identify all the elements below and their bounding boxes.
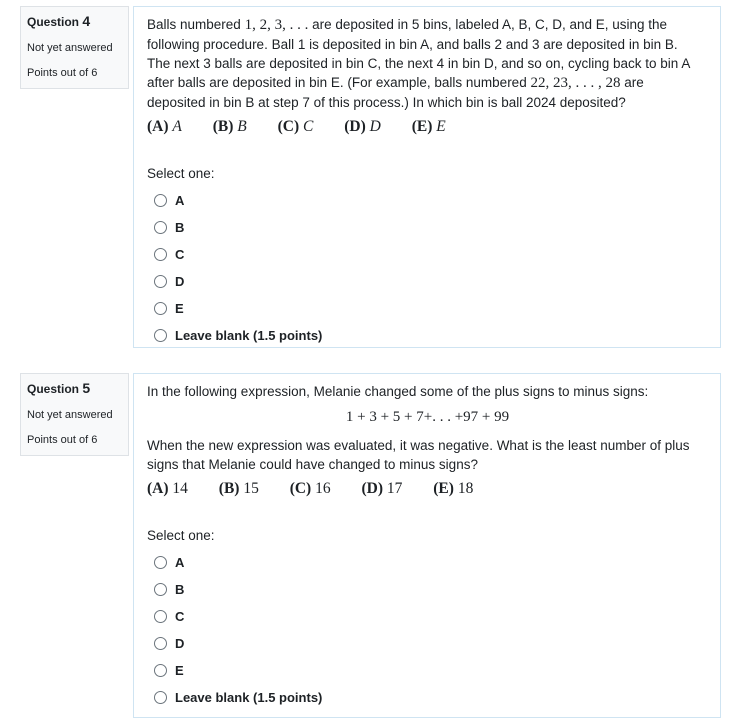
radio-button[interactable] <box>154 637 167 650</box>
option-c[interactable]: C <box>147 603 708 630</box>
radio-button[interactable] <box>154 691 167 704</box>
option-d[interactable]: D <box>147 630 708 657</box>
math-expression: 1 + 3 + 5 + 7+. . . +97 + 99 <box>345 409 510 425</box>
option-e[interactable]: E <box>147 657 708 684</box>
question-text: When the new expression was evaluated, it was negative. What is the least number of plus signs that Melanie could have changed to minus signs? <box>147 438 690 472</box>
radio-button[interactable] <box>154 302 167 315</box>
option-e[interactable]: E <box>147 295 708 322</box>
radio-button[interactable] <box>154 248 167 261</box>
select-prompt: Select one: <box>147 166 215 181</box>
radio-button[interactable] <box>154 556 167 569</box>
question-content <box>133 6 721 348</box>
radio-button[interactable] <box>154 329 167 342</box>
option-b[interactable]: B <box>147 576 708 603</box>
question-state: Not yet answered <box>27 409 113 421</box>
radio-button[interactable] <box>154 583 167 596</box>
radio-button[interactable] <box>154 194 167 207</box>
question-grade: Points out of 6 <box>27 434 98 446</box>
question-text: Balls numbered 1, 2, 3, . . . are deposited in 5 bins, labeled A, B, C, D, and E, using the following procedure. Ball 1 is deposited in bin A, and balls 2 and 3 are deposited in bin B. The next 3 balls are deposited in bin C, the next 4 in bin D, and so on, cycling back to bin A after balls are deposited in bin E. (For example, balls numbered 22, 23, . . . , 28 are deposited in bin B at step 7 of this process.) In which bin is ball 2024 deposited? <box>147 17 691 110</box>
question-info <box>20 373 129 456</box>
question-number: Question 5 <box>27 380 91 396</box>
option-leave-blank[interactable]: Leave blank (1.5 points) <box>147 684 708 711</box>
question-grade: Points out of 6 <box>27 67 98 79</box>
radio-button[interactable] <box>154 275 167 288</box>
radio-button[interactable] <box>154 664 167 677</box>
question-content <box>133 373 721 718</box>
option-d[interactable]: D <box>147 268 708 295</box>
option-a[interactable]: A <box>147 549 708 576</box>
option-c[interactable]: C <box>147 241 708 268</box>
answer-choices: (A) 14 (B) 15 (C) 16 (D) 17 (E) 18 <box>147 480 474 497</box>
question-state: Not yet answered <box>27 42 113 54</box>
radio-button[interactable] <box>154 221 167 234</box>
question-intro: In the following expression, Melanie changed some of the plus signs to minus signs: <box>147 384 649 399</box>
option-a[interactable]: A <box>147 187 708 214</box>
answer-choices: (A) A (B) B (C) C (D) D (E) E <box>147 118 446 135</box>
question-number: Question 4 <box>27 13 91 29</box>
question-info <box>20 6 129 89</box>
radio-button[interactable] <box>154 610 167 623</box>
select-prompt: Select one: <box>147 528 215 543</box>
option-b[interactable]: B <box>147 214 708 241</box>
option-leave-blank[interactable]: Leave blank (1.5 points) <box>147 322 708 349</box>
